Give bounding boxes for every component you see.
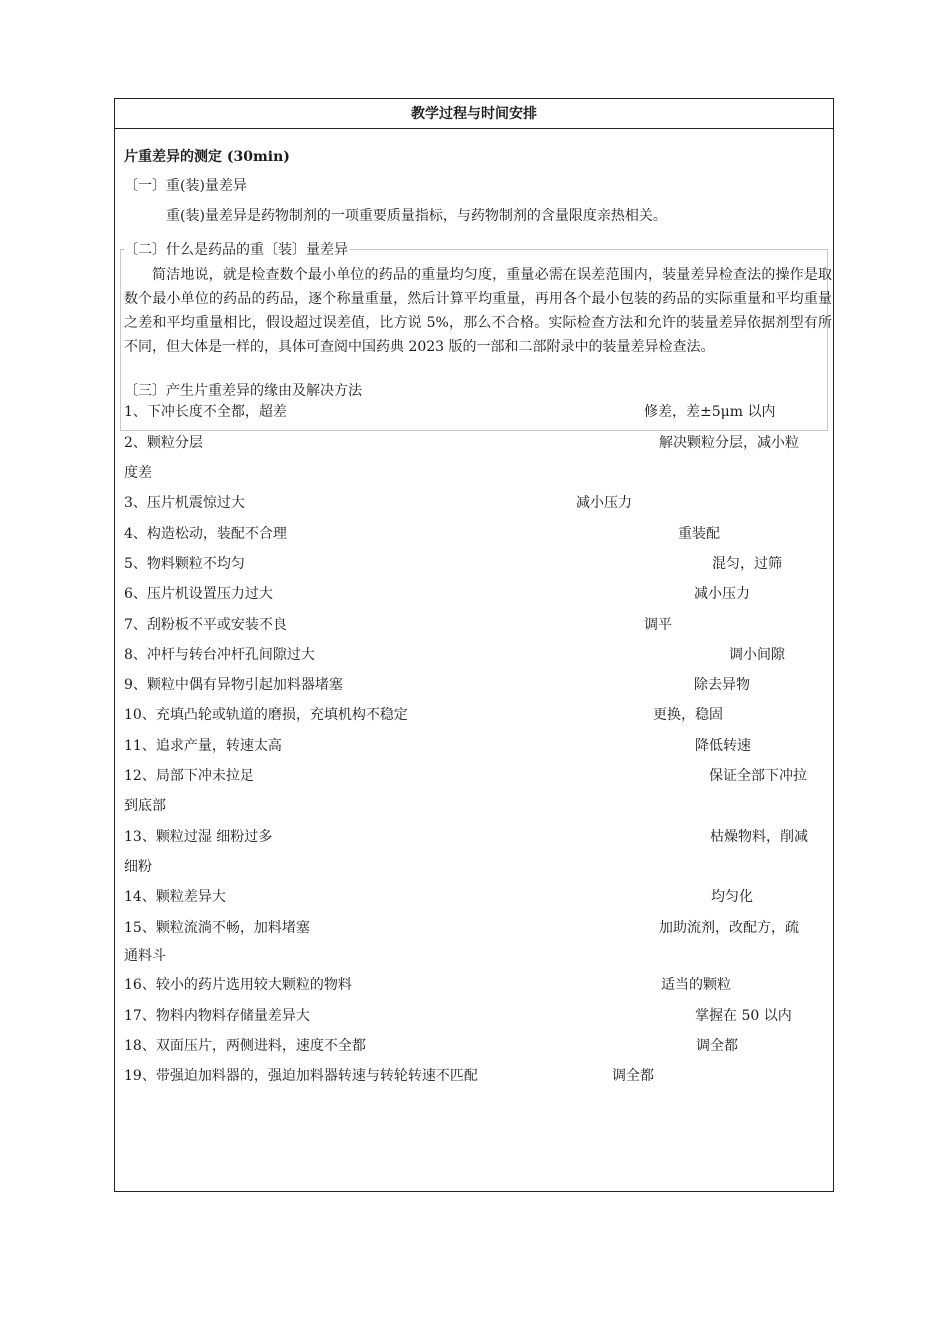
cause-14: 14、颗粒差异大 — [124, 889, 226, 905]
cause-1: 1、下冲长度不全都，超差 — [124, 404, 287, 420]
cause-15: 15、颗粒流淌不畅，加料堵塞 — [124, 920, 310, 936]
section-title: 片重差异的测定 (30min) — [124, 149, 290, 165]
cause-10: 10、充填凸轮或轨道的磨损，充填机构不稳定 — [124, 707, 408, 723]
cause-7: 7、刮粉板不平或安装不良 — [124, 617, 287, 633]
solution-13: 枯燥物料，削减 — [710, 829, 808, 845]
solution-15: 加助流剂，改配方，疏 — [659, 920, 799, 936]
solution-16: 适当的颗粒 — [661, 977, 731, 993]
solution-13-cont: 细粉 — [124, 859, 152, 875]
subsection-1-desc: 重(装)量差异是药物制剂的一项重要质量指标，与药物制剂的含量限度亲热相关。 — [166, 208, 667, 224]
solution-2: 解决颗粒分层，减小粒 — [659, 435, 799, 451]
cause-5: 5、物料颗粒不均匀 — [124, 556, 245, 572]
subsection-3-heading: 〔三〕产生片重差异的缘由及解决方法 — [124, 383, 362, 399]
cause-4: 4、构造松动，装配不合理 — [124, 526, 287, 542]
solution-4: 重装配 — [678, 526, 720, 542]
cause-9: 9、颗粒中偶有异物引起加料器堵塞 — [124, 677, 343, 693]
solution-19: 调全都 — [612, 1068, 654, 1084]
cause-17: 17、物料内物料存储量差异大 — [124, 1008, 310, 1024]
solution-17: 掌握在 50 以内 — [695, 1008, 792, 1024]
solution-14: 均匀化 — [711, 889, 753, 905]
solution-12: 保证全部下冲拉 — [709, 768, 807, 784]
solution-8: 调小间隙 — [729, 647, 785, 663]
page-title: 教学过程与时间安排 — [115, 99, 833, 129]
solution-7: 调平 — [644, 617, 672, 633]
cause-13: 13、颗粒过湿 细粉过多 — [124, 829, 273, 845]
solution-3: 减小压力 — [576, 495, 632, 511]
solution-11: 降低转速 — [695, 738, 751, 754]
subsection-2-heading: 〔二〕什么是药品的重〔装〕量差异 — [124, 242, 348, 258]
cause-8: 8、冲杆与转台冲杆孔间隙过大 — [124, 647, 315, 663]
solution-2-cont: 度差 — [124, 465, 152, 481]
cause-2: 2、颗粒分层 — [124, 435, 203, 451]
subsection-1-heading: 〔一〕重(装)量差异 — [124, 178, 247, 194]
solution-10: 更换，稳固 — [653, 707, 723, 723]
cause-3: 3、压片机震惊过大 — [124, 495, 245, 511]
subsection-2-desc: 简洁地说，就是检查数个最小单位的药品的重量均匀度，重量必需在误差范围内，装量差异检查法的操作是取数个最小单位的药品的药品，逐个称量重量，然后计算平均重量，再用各个最小包装的药品的实际重量和平均重量之差和平均重量相比，假设超过误差值，比方说 5%，那么不合格。实际检查方法和允许的装量差异依据剂型有所不同，但大体是一样的，具体可查阅中国药典 2023 版的一部和二部附录中的装量差异检查法。 — [124, 267, 832, 355]
cause-11: 11、追求产量，转速太高 — [124, 738, 282, 754]
cause-6: 6、压片机设置压力过大 — [124, 586, 273, 602]
cause-19: 19、带强迫加料器的，强迫加料器转速与转轮转速不匹配 — [124, 1068, 478, 1084]
solution-5: 混匀，过筛 — [712, 556, 782, 572]
solution-12-cont: 到底部 — [124, 798, 166, 814]
cause-18: 18、双面压片，两侧进料，速度不全都 — [124, 1038, 366, 1054]
solution-15-cont: 通料斗 — [124, 948, 166, 964]
cause-12: 12、局部下冲未拉足 — [124, 768, 254, 784]
solution-9: 除去异物 — [694, 677, 750, 693]
solution-6: 减小压力 — [694, 586, 750, 602]
cause-16: 16、较小的药片选用较大颗粒的物料 — [124, 977, 352, 993]
solution-18: 调全都 — [696, 1038, 738, 1054]
solution-1: 修差，差±5μm 以内 — [644, 404, 776, 420]
